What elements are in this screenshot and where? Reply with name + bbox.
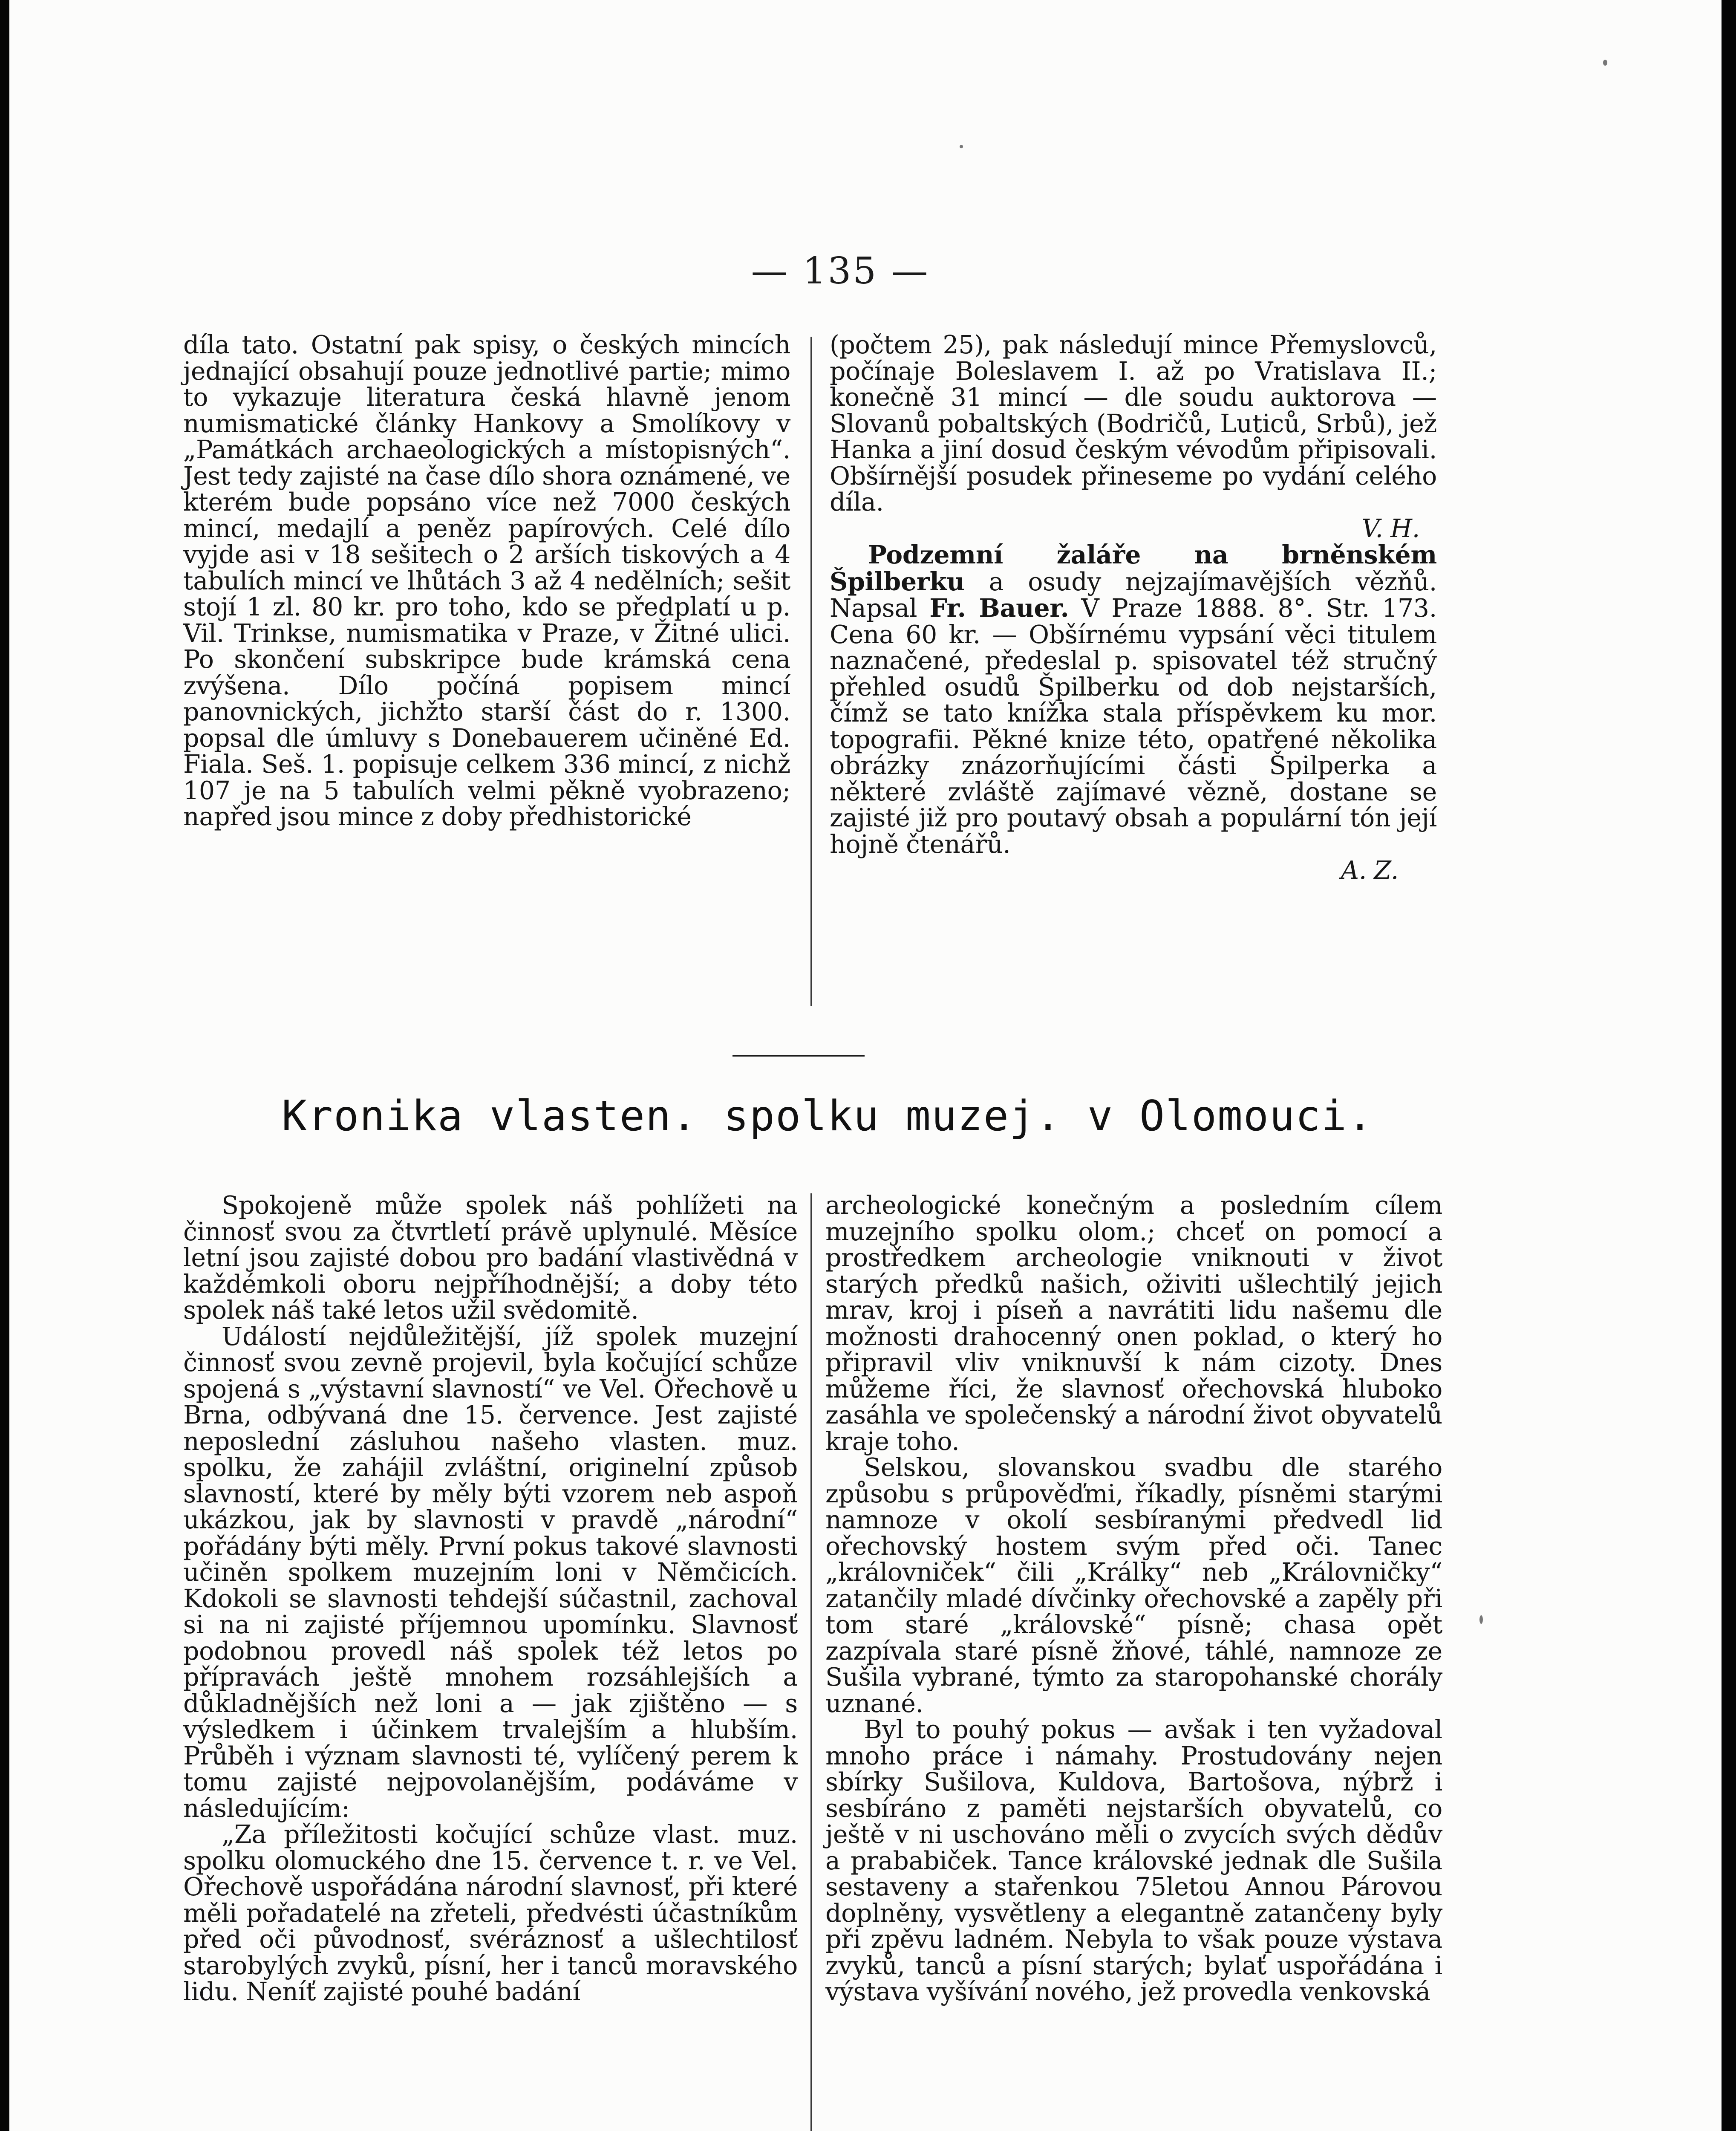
column-divider-top [810,337,812,1006]
review-text: a osudy nejzajímavějších vězňů. Napsal [830,567,1437,623]
section-separator [732,1055,865,1057]
top-left-paragraph: díla tato. Ostatní pak spisy, o českých mincích jednající obsahují pouze jednotlivé partie; mimo to vykazuje literatura česká hlavně jenom numismatické články Hankovy a Smolíkovy v „Památkách archaeologických a místopisných“. Jest tedy zajisté na čase dílo shora oznámené, ve kterém bude popsáno více než 7000 českých mincí, medajlí a peněz papírových. Celé dílo vyjde asi v 18 sešitech o 2 arších tiskových a 4 tabulích mincí ve lhůtách 3 až 4 nedělních; sešit stojí 1 zl. 80 kr. pro toho, kdo se předplatí u p. Vil. Trinkse, numismatika v Praze, v Žitné ulici. Po skončení subskripce bude krámská cena zvýšena. Dílo počíná popisem mincí panovnických, jichžto starší část do r. 1300. popsal dle úmluvy s Donebauerem učiněné Ed. Fiala. Seš. 1. popisuje celkem 336 mincí, z nichž 107 je na 5 tabulích velmi pěkně vyobrazeno; napřed jsou mince z doby předhistorické [183,330,790,831]
bottom-left-column [183,1193,798,2005]
review-signature: A. Z. [1341,856,1399,885]
paper-speck [960,145,963,148]
article-paragraph: Byl to pouhý pokus — avšak i ten vyžadoval mnoho práce i námahy. Prostudovány nejen sbírky Sušilova, Kuldova, Bartošova, nýbrž i sesbíráno z paměti nejstarších obyvatelů, co ještě v ni uschováno měli o zvycích svých dědův a prababiček. Tance královské jednak dle Sušila sestaveny a stařenkou 75letou Annou Párovou doplněny, vysvětleny a elegantně zatančeny byly při zpěvu ladném. Nebyla to však pouze výstava zvyků, tanců a písní starých; bylať uspořádána i výstava vyšívání nového, jež provedla venkovská [825,1715,1442,2006]
review-author: Fr. Bauer. [929,593,1069,623]
column-divider-bottom [810,1193,812,2131]
review-paragraph [830,542,1437,858]
article-paragraph: Selskou, slovanskou svadbu dle starého způsobu s průpověďmi, říkadly, písněmi starými namnoze v okolí sesbíranými předvedl lid ořechovský hostem svým před oči. Tanec „královniček“ čili „Králky“ neb „Královničky“ zatančily mladé dívčinky ořechovské a zapěly při tom staré „královské“ písně; chasa opět zazpívala staré písně žňové, táhlé, namnoze ze Sušila vybrané, týmto za staropohanské chorály uznané. [825,1453,1442,1718]
paper-speck [1479,1615,1483,1624]
section-title: Kronika vlasten. spolku muzej. v Olomouci. [281,1092,1374,1141]
review-title: Podzemní žaláře na brněnském Špilberku [830,540,1437,596]
top-left-column [183,332,790,830]
review-text-2: V Praze 1888. 8°. Str. 173. Cena 60 kr. — Obšírnému vypsání věci titulem naznačené, předeslal p. spisovatel též stručný přehled osudů Špilberku od dob nejstarších, čímž se tato knížka stala příspěvkem ku mor. topografii. Pěkné knize této, opatřené několika obrázky znázorňujícími části Špilperka a některé zvláště zajímavé vězně, dostane se zajisté již pro poutavý obsah a populární tón její hojně čtenářů. [830,594,1437,859]
book-page [9,0,1722,2131]
top-right-paragraph: (počtem 25), pak následují mince Přemyslovců, počínaje Boleslavem I. až po Vratislava II.; konečně 31 mincí — dle soudu auktorova — Slovanů pobaltských (Bodričů, Luticů, Srbů), jež Hanka a jiní dosud českým vévodům připisovali. Obšírnější posudek přineseme po vydání celého díla. [830,330,1437,517]
top-right-column [830,332,1437,884]
top-right-signature: V. H. [1361,514,1420,543]
bottom-right-column [825,1193,1442,2005]
article-paragraph: „Za příležitosti kočující schůze vlast. muz. spolku olomuckého dne 15. července t. r. ve Vel. Ořechově uspořádána národní slavnosť, při které měli pořadatelé na zřeteli, předvésti účastníkům před oči původnosť, svéráznosť a ušlechtilosť starobylých zvyků, písní, her i tanců moravského lidu. Neníť zajisté pouhé badání [183,1820,798,2006]
article-paragraph: Spokojeně může spolek náš pohlížeti na činnosť svou za čtvrtletí právě uplynulé. Měsíce letní jsou zajisté dobou pro badání vlastivědná v každémkoli oboru nejpříhodnější; a doby této spolek náš také letos užil svědomitě. [183,1191,798,1325]
paper-speck [1603,60,1607,66]
article-paragraph: archeologické konečným a posledním cílem muzejního spolku olom.; chceť on pomocí a prostředkem archeologie vniknouti v život starých předků našich, oživiti ušlechtilý jejich mrav, kroj i píseň a navrátiti lidu našemu dle možnosti drahocenný onen poklad, o který ho připravil vliv vniknuvší k nám cizoty. Dnes můžeme říci, že slavnosť ořechovská hluboko zasáhla ve společenský a národní život obyvatelů kraje toho. [825,1191,1442,1456]
article-paragraph: Událostí nejdůležitější, jíž spolek muzejní činnosť svou zevně projevil, byla kočující schůze spojená s „výstavní slavností“ ve Vel. Ořechově u Brna, odbývaná dne 15. července. Jest zajisté neposlední zásluhou našeho vlasten. muz. spolku, že zahájil zvláštní, originelní způsob slavností, které by měly býti vzorem neb aspoň ukázkou, jak by slavnosti v pravdě „národní“ pořádány býti měly. První pokus takové slavnosti učiněn spolkem muzejním loni v Němčicích. Kdokoli se slavnosti tehdejší súčastnil, zachoval si na ni zajisté příjemnou upomínku. Slavnosť podobnou provedl náš spolek též letos po přípravách ještě mnohem rozsáhlejších a důkladnějších než loni a — jak zjištěno — s výsledkem i účinkem trvalejším a hlubším. Průběh i význam slavnosti té, vylíčený perem k tomu zajisté nejpovolanějším, podáváme v následujícím: [183,1322,798,1823]
page-number: — 135 — [751,250,930,292]
